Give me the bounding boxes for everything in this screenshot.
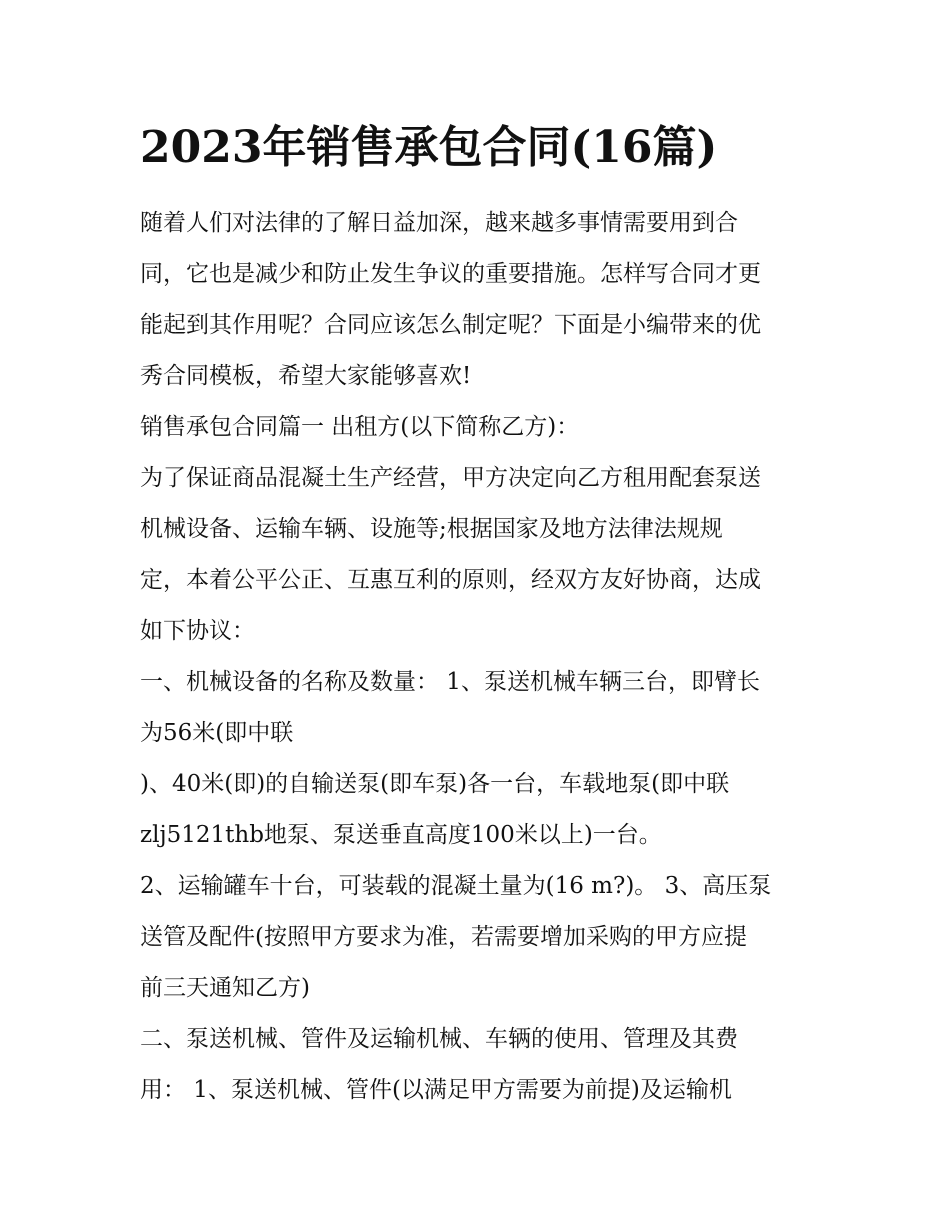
document-title: 2023年销售承包合同(16篇) bbox=[140, 122, 718, 173]
paragraph-line: 用： 1、泵送机械、管件(以满足甲方需要为前提)及运输机 bbox=[140, 1077, 732, 1103]
paragraph-line: 送管及配件(按照甲方要求为准，若需要增加采购的甲方应提 bbox=[140, 924, 747, 950]
paragraph-line: 如下协议： bbox=[140, 618, 255, 644]
paragraph-line: 二、泵送机械、管件及运输机械、车辆的使用、管理及其费 bbox=[140, 1026, 738, 1052]
paragraph-line: 机械设备、运输车辆、设施等;根据国家及地方法律法规规 bbox=[140, 516, 723, 542]
paragraph-line: )、40米(即)的自输送泵(即车泵)各一台，车载地泵(即中联 bbox=[140, 771, 730, 797]
paragraph-line: 2、运输罐车十台，可装载的混凝土量为(16 m?)。 3、高压泵 bbox=[140, 873, 772, 899]
paragraph-line: 为56米(即中联 bbox=[140, 720, 294, 746]
paragraph-line: zlj5121thb地泵、泵送垂直高度100米以上)一台。 bbox=[140, 822, 662, 848]
paragraph-line: 随着人们对法律的了解日益加深，越来越多事情需要用到合 bbox=[140, 210, 738, 236]
document-body bbox=[140, 198, 830, 1116]
paragraph-line: 为了保证商品混凝土生产经营，甲方决定向乙方租用配套泵送 bbox=[140, 465, 761, 491]
paragraph-line: 销售承包合同篇一 出租方(以下简称乙方)： bbox=[140, 414, 580, 440]
paragraph-line: 同，它也是减少和防止发生争议的重要措施。怎样写合同才更 bbox=[140, 261, 761, 287]
paragraph-line: 秀合同模板，希望大家能够喜欢! bbox=[140, 363, 472, 389]
paragraph-line: 一、机械设备的名称及数量： 1、泵送机械车辆三台，即臂长 bbox=[140, 669, 760, 695]
paragraph-line: 定，本着公平公正、互惠互利的原则，经双方友好协商，达成 bbox=[140, 567, 761, 593]
paragraph-line: 前三天通知乙方) bbox=[140, 975, 310, 1001]
paragraph-line: 能起到其作用呢？合同应该怎么制定呢？下面是小编带来的优 bbox=[140, 312, 761, 338]
